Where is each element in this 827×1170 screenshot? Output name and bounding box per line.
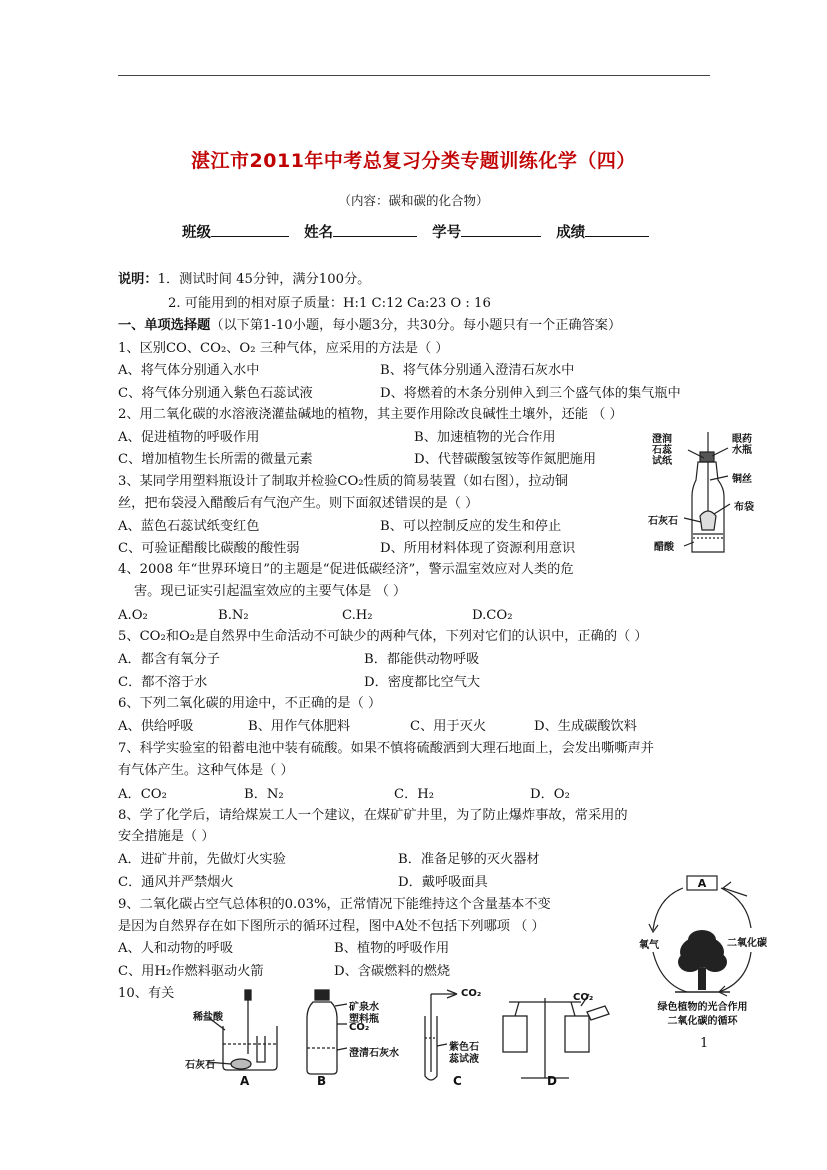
q9-option-c[interactable]: C、用H₂作燃料驱动火箭 <box>118 964 264 979</box>
apparatus-b-label-limewater: 澄清石灰水 <box>349 1048 399 1059</box>
cycle-caption-line2: 二氧化碳的循环 <box>667 1016 738 1027</box>
cycle-box-label: A <box>697 877 707 890</box>
field-class-label: 班级 <box>182 225 211 241</box>
student-info-row <box>182 221 659 242</box>
q2-option-b[interactable]: B、加速植物的光合作用 <box>414 430 556 445</box>
q4-option-b[interactable]: B.N₂ <box>218 608 249 623</box>
apparatus-letter-b: B <box>317 1074 327 1088</box>
q6-option-b[interactable]: B、用作气体肥料 <box>248 719 351 734</box>
page-title: 湛江市2011年中考总复习分类专题训练化学（四） <box>191 150 636 172</box>
q8-option-a[interactable]: A．进矿井前，先做灯火实验 <box>118 852 286 867</box>
apparatus-c-label-co2: CO₂ <box>461 988 482 999</box>
q3-option-c[interactable]: C、可验证醋酸比碳酸的酸性弱 <box>118 541 300 556</box>
apparatus-letter-d: D <box>547 1074 557 1088</box>
field-name-blank[interactable] <box>333 222 417 237</box>
q3-stem-line1: 3、某同学用塑料瓶设计了制取并检验CO₂性质的简易装置（如右图），拉动铜 <box>118 474 568 489</box>
q9-option-b[interactable]: B、植物的呼吸作用 <box>334 941 450 956</box>
q8-option-c[interactable]: C．通风并严禁烟火 <box>118 875 234 890</box>
field-number-blank[interactable] <box>461 222 541 237</box>
q7-option-c[interactable]: C．H₂ <box>394 787 435 802</box>
q1-option-b[interactable]: B、将气体分别通入澄清石灰水中 <box>380 363 575 378</box>
q6-option-d[interactable]: D、生成碳酸饮料 <box>534 719 637 734</box>
page-subtitle: （内容：碳和碳的化合物） <box>338 193 489 208</box>
q6-option-c[interactable]: C、用于灭火 <box>410 719 487 734</box>
bottle-label-wire: 铜丝 <box>732 474 752 485</box>
q2-option-c[interactable]: C、增加植物生长所需的微量元素 <box>118 452 313 467</box>
q9-stem-line1: 9、二氧化碳占空气总体积的0.03%，正常情况下能维持这个含量基本不变 <box>118 897 551 912</box>
notes-line2: 2. 可能用到的相对原子质量：H:1 C:12 Ca:23 O : 16 <box>168 296 491 311</box>
q1-option-d[interactable]: D、将燃着的木条分别伸入到三个盛气体的集气瓶中 <box>380 386 681 401</box>
q9-option-a[interactable]: A、人和动物的呼吸 <box>118 941 234 956</box>
notes-line1: 说明：1．测试时间 45分钟，满分100分。 <box>118 272 371 287</box>
q6-stem: 6、下列二氧化碳的用途中，不正确的是（ ） <box>118 696 382 711</box>
q3-option-a[interactable]: A、蓝色石蕊试纸变红色 <box>118 519 260 534</box>
q8-stem-line1: 8、学了化学后，请给煤炭工人一个建议，在煤矿矿井里，为了防止爆炸事故，常采用的 <box>118 808 628 823</box>
bottle-label-bag: 布袋 <box>734 502 754 513</box>
q2-stem: 2、用二氧化碳的水溶液浇灌盐碱地的植物，其主要作用除改良碱性土壤外，还能 （ ） <box>118 407 623 422</box>
q4-option-c[interactable]: C.H₂ <box>342 608 373 623</box>
apparatus-d-label-co2: CO₂ <box>573 992 594 1003</box>
q5-option-c[interactable]: C．都不溶于水 <box>118 675 208 690</box>
apparatus-letter-a: A <box>240 1074 250 1088</box>
bottle-label-limestone: 石灰石 <box>648 516 678 527</box>
apparatus-b-label-co2: CO₂ <box>349 1022 370 1033</box>
apparatus-c-label-litmus1: 紫色石 <box>449 1042 479 1053</box>
q7-option-a[interactable]: A．CO₂ <box>118 787 167 802</box>
q5-option-d[interactable]: D．密度都比空气大 <box>364 675 481 690</box>
q4-option-d[interactable]: D.CO₂ <box>472 608 513 623</box>
q8-stem-line2: 安全措施是（ ） <box>118 829 215 844</box>
q1-option-c[interactable]: C、将气体分别通入紫色石蕊试液 <box>118 386 313 401</box>
q3-option-d[interactable]: D、所用材料体现了资源利用意识 <box>380 541 576 556</box>
q7-option-b[interactable]: B．N₂ <box>244 787 284 802</box>
bottle-apparatus-figure <box>648 430 763 555</box>
apparatus-b-label-bottle: 塑料瓶 <box>349 1014 379 1025</box>
q1-option-a[interactable]: A、将气体分别通入水中 <box>118 363 260 378</box>
cycle-label-co2: 二氧化碳 <box>727 938 767 949</box>
q5-option-a[interactable]: A．都含有氧分子 <box>118 652 220 667</box>
bottle-label-dropper: 眼药 水瓶 <box>732 434 752 456</box>
apparatus-a-label-acid: 稀盐酸 <box>193 1012 223 1023</box>
q7-stem-line2: 有气体产生。这种气体是（ ） <box>118 763 294 778</box>
q2-option-a[interactable]: A、促进植物的呼吸作用 <box>118 430 260 445</box>
field-score-blank[interactable] <box>585 222 649 237</box>
field-number-label: 学号 <box>432 225 462 241</box>
q8-option-b[interactable]: B．准备足够的灭火器材 <box>398 852 540 867</box>
q7-stem-line1: 7、科学实验室的铅蓄电池中装有硫酸。如果不慎将硫酸洒到大理石地面上，会发出嘶嘶声并 <box>118 741 654 756</box>
field-class-blank[interactable] <box>211 222 289 237</box>
apparatus-a-label-limestone: 石灰石 <box>185 1060 215 1071</box>
apparatus-c-label-litmus2: 蕊试液 <box>449 1054 479 1065</box>
q4-stem-line1: 4、2008 年“世界环境日”的主题是“促进低碳经济”，警示温室效应对人类的危 <box>118 562 574 577</box>
bottle-label-vinegar: 醋酸 <box>654 542 674 553</box>
section1-heading: 一、单项选择题（以下第1-10小题，每小题3分，共30分。每小题只有一个正确答案） <box>118 318 622 333</box>
q6-option-a[interactable]: A、供给呼吸 <box>118 719 194 734</box>
page-number: 1 <box>700 1036 709 1051</box>
q1-stem: 1、区别CO、CO₂、O₂ 三种气体，应采用的方法是（ ） <box>118 341 449 356</box>
q5-option-b[interactable]: B．都能供动物呼吸 <box>364 652 480 667</box>
header-rule <box>118 75 710 76</box>
carbon-cycle-figure <box>635 872 770 1030</box>
q3-stem-line2: 丝，把布袋浸入醋酸后有气泡产生。则下面叙述错误的是（ ） <box>118 496 479 511</box>
cycle-caption-line1: 绿色植物的光合作用 <box>657 1002 748 1013</box>
cycle-label-oxygen: 氧气 <box>639 940 659 951</box>
q4-option-a[interactable]: A.O₂ <box>118 608 148 623</box>
apparatus-letter-c: C <box>453 1074 462 1088</box>
field-score-label: 成绩 <box>556 225 586 241</box>
field-name-label: 姓名 <box>304 225 334 241</box>
q8-option-d[interactable]: D．戴呼吸面具 <box>398 875 488 890</box>
q9-option-d[interactable]: D、含碳燃料的燃烧 <box>334 964 451 979</box>
q2-option-d[interactable]: D、代替碳酸氢铵等作氮肥施用 <box>414 452 597 467</box>
q5-stem: 5、CO₂和O₂是自然界中生命活动不可缺少的两种气体，下列对它们的认识中，正确的（ ） <box>118 629 648 644</box>
q7-option-d[interactable]: D．O₂ <box>530 787 570 802</box>
q10-stem: 10、有关 <box>118 986 175 1001</box>
apparatus-b-label-water: 矿泉水 <box>349 1002 379 1013</box>
q3-option-b[interactable]: B、可以控制反应的发生和停止 <box>380 519 562 534</box>
apparatus-figure <box>185 986 615 1090</box>
bottle-label-paper: 澄润 石蕊 试纸 <box>652 434 672 467</box>
q4-stem-line2: 害。现已证实引起温室效应的主要气体是 （ ） <box>134 584 407 599</box>
q9-stem-line2: 是因为自然界存在如下图所示的循环过程，图中A处不包括下列哪项 （ ） <box>118 919 545 934</box>
